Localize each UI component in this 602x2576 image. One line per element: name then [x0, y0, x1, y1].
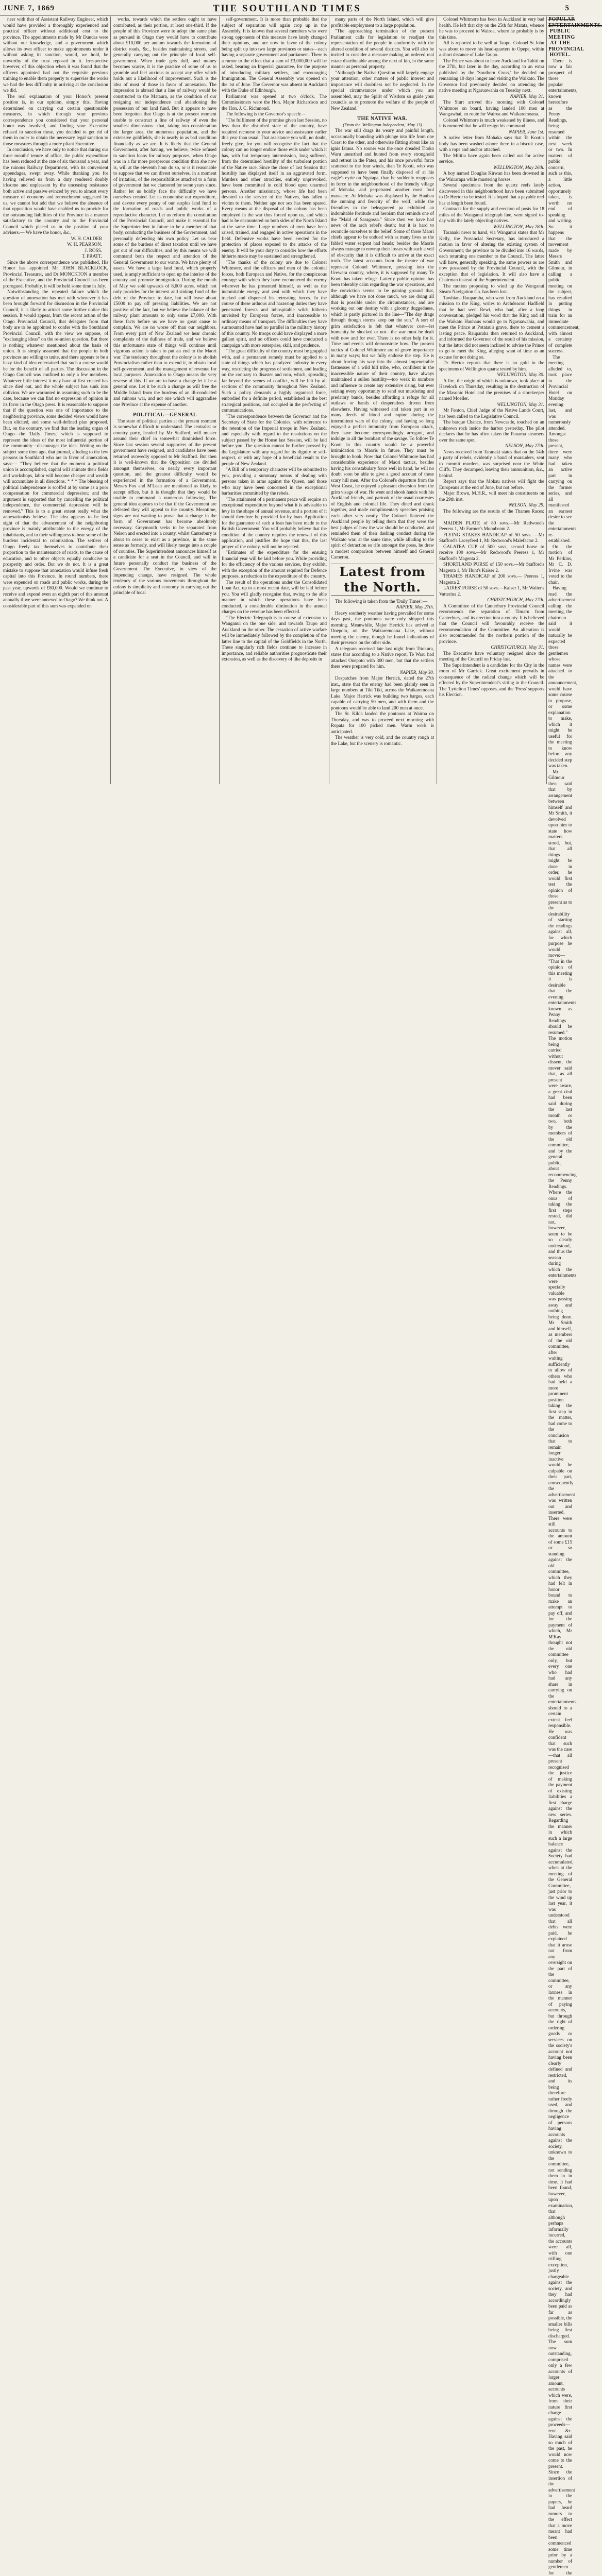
paragraph: Colonel Whitmore has been in Auckland in very bad health. He left that city on the 25th for Matata, whence he was to proceed to Wairoa, where he probably is by this time. — [439, 16, 544, 40]
paragraph: Mr Fenton, Chief Judge of the Native Lands Court, has been called to the Legislative Council. — [439, 408, 544, 419]
paragraph: A boy named Douglas Kirwan has been drowned in the Wairarapa while mustering horses. — [439, 171, 544, 182]
section-heading: POLITICAL—GENERAL — [113, 412, 216, 418]
paragraph: "The Electric Telegraph is in course of extension to Wanganui on the one side, and towards Taupo and Auckland on the other. The cessation of active warfare will be immediately followed by the completion of the latter line to the capital of the Goldfields in the North. These singularly rich fields continue to increase in importance, and reliable authorities prognosticate their extension, as well as the discovery of like deposits in — [222, 615, 327, 663]
paragraph: neer with that of Assistant Railway Engineer, which would have provided a thoroughly experienced and practical officer without additional cost to the province. The appointments made by Mr Dundas were without our knowledge, and a government which allows its own officer to make appointments under it without asking its sanction, would, we hold, be unworthy of the trust reposed in it. Irrespective however, of this objection when it was found that the officers appointed had not the requisite previous training to enable them properly to supervise the works we had the less difficulty in arriving at the conclusion we did. — [3, 16, 108, 94]
section-heading: THE NATIVE WAR. — [331, 116, 434, 122]
dateline: CHRISTCHURCH, May 31. — [439, 645, 544, 651]
paragraph: The war still drags its weary and painful length, occasionally bounding with plunge into life from one Coast to the other, and otherwise flitting about like an ignis fatuus. No sooner was the once dreaded Titoko Waru unearthed and hunted from every stronghold and retreat in the Patea, and his once powerful force scattered to the four winds, than Te Kooti, who was supposed to have been finally disposed of at his eagle's eyrie on Ngatapa, than he suddenly reappears in force in the neighbourhood of the friendly village of Mohaka, and perpetrated another most foul massacre. At Mohaka was displayed by the Hauhau the cunning and ferocity of the wolf, while the friendlies in the beleaguered pa exhibited an indomitable fortitude and heroism that reminds one of the "Maid of Saragossa." Since then we have had news of the arch rebel's death; but it is hard to reconcile ourselves to the belief. Some of those Maori chiefs appear to be endued with as many lives as the fabled water serpent had heads; besides the Maoris always manage to enwrap their losses with such a veil of obscurity that it is difficult to arrive at the exact truth. The latest accounts from the theatre of war represent Colonel Whitmore, pressing into the Urewera country, where, it is supposed by many Te Kooti has taken refuge. Latterly public opinion has been tolerably calm regarding the war operations, and the conviction seems to be gaining ground that, although we have not done much, we are doing all that is possible under the circumstances, and are working out our destiny with a gloomy doggedness, which is partly pictured in the line—"The day drags through though storms keep out the sun." A sort of grim satisfaction is felt that whatever cost—let humanity be shocked or not—the war must be dealt with now and for ever. There is no other help for it. Time and events will demonstrate how. The present tactics of Colonel Whitmore are of grave importance in many ways; but we fully endorse the step. He is about forcing his way into the almost impenetrable fastnesses of a wild hill tribe, who, confident in the inaccessible nature of their country, have always maintained a sullen hostility—too weak in numbers and influence to create any extensive rising, but ever seizing every opportunity to send out murdering and predatory bands, besides affording a refuge for all outlaws or bands of desperadoes driven from elsewhere. Having witnessed and taken part in so many deeds of blood and rapine during the intermittent wars of the colony, and having so long enjoyed a perfect immunity from European attack, they have become correspondingly arrogant, and indulge in all the bombast of the savage. To follow Te Kooti in this country would be a powerful intimidation to Maoris in future. They must be brought to book. Now that Colonel Whitmore has had considerable experience of Maori tactics, besides having his constabulary force well in hand, he will no doubt soon be able to give a good account of these scary hill men. After the Colonel's departure from the West Coast, he enjoyed a pleasant diversion from the grim visage of war. He went and shook hands with his Auckland friends, and partook of the usual courtesies of English and colonial life. They dined and drank together, and made complimentary speeches praising each other very neatly. The Colonel flattered the Auckland people by telling them that they were the best judges of how the war should be conducted, and reminded them of their dashing conduct during the Waikato war; at the same time, while alluding to the spirit of detraction so rife amongst the press, he drew a modest comparison between himself and General Cameron. — [331, 128, 434, 561]
paragraph: Tawhiana Rauparaha, who went from Auckland on a mission to the King, writes to Archdeacon Hadfield that he had seen Rewi, who had, after a long conversation, pledged his word that the King and all the Waikato Hauhaus would go to Ngaruawahia, and meet the Prince at Potatau's grave, there to cement a lasting peace. Rauparaha then returned to Auckland, and informed the Governor of the result of his mission, but the latter did not seem inclined to advise the Prince to go to meet the King, alleging want of time as an excuse for not doing so. — [439, 295, 544, 361]
paragraph: A telegram received late last night from Titokura, states that according to a Native report, Te Waru had attacked Onepoto with 300 men, but that the settlers there were prepared for him. — [331, 646, 434, 670]
paragraph: works, towards which the settlers ought to have contributed, as their portion, at least one-third. If the people of this Province were to adopt the same plan as pursued in Otago they would have to contribute about £10,000 per annum towards the formation of district roads, &c., besides maintaining streets, and generally carrying out the principle of local self-government. When trade gets dull, and money becomes scarce, it is the practice of some of us to grumble and feel anxious to accept any offer which holds out a likelihood of improvement. Such is the idea of most of those in favor of annexation. The impression is abroad that a line of railway would be constructed to the Mataura, as the condition of our resigning our independence and abandoning the possession of our land fund. But it appears to have been forgotten that Otago is at the present moment unable to construct a line of railway of even the smallest dimensions—that, taking into consideration the larger area, the numerous population, and the extensive goldfields, she is nearly in as bad condition financially as we are. It is likely that the General Government, after having, we believe, twice refused to sanction loans for railway purposes, when Otago was in a far more prosperous condition than she now is, will at the eleventh hour do so, or is it reasonable to suppose that we can divest ourselves, in a moment of irritation, of the responsibilities attached to a form of government that we clamored for some years since. Rather let us boldly face the difficulty we have ourselves created. Let us economise our expenditure, and devote every penny of our surplus land fund to the formation of roads and public works of a reproductive character. Let us reform the constitution of the Provincial Council, and make it essential for the Superintendent in future to be a member of that body, conducting the business of the Government, and personally defending his own policy. Let us bear some of the burdens of direct taxation until we have got out of our difficulties, and by this means we will command both the respect and attention of the General Government to our wants. We have plenty of assets. We have a large land fund, which properly used, is amply sufficient to open up the interior of the country and promote immigration. During the month of May we sold upwards of 8,000 acres, which not only provides for the interest and sinking fund of the debt of the Province to date, but will leave about £5000 to pay off pressing liabilities. We are not positive of the fact, but we believe the balance of the railway plant amounts to only some £7,000. With these facts before us we have no great cause to complain. We are no worse off than our neighbors. From every part of New Zealand we hear chronic complaints of the dullness of trade, and we believe this unfortunate state of things will continue until vigorous action is taken to put an end to the Maori war. The tendency throughout the colony is to abolish Provincialism rather than to extend it, to obtain local self-government, and the management of revenue for local purposes. Annexation to Otago means the very reverse of this. If we are to have a change let it be a general one. Let it be such a change as will free the Middle Island from the burdens of an ill-conducted and ruinous war, and not one which will aggrandise one Province at the expense of another. — [113, 16, 216, 408]
section-heading: POPULAR ENTERTAINMENTS. — [548, 16, 572, 28]
source-note: (From the 'Wellington Independent,' May 13) — [331, 122, 434, 128]
masthead — [0, 3, 574, 16]
paragraph: The following are the results of the Thames Races:— — [439, 509, 544, 520]
signature: J. ROSS. — [3, 248, 108, 254]
dateline: WELLINGTON, May 31. — [439, 402, 544, 408]
race-result: LADIES' PURSE of 50 sovs.—Kaiser 1, Mr Walter's Vatterina 2. — [439, 585, 544, 597]
paragraph: "A Bill of a temporary character will be submitted to you, providing a summary means of dealing with persons taken in arms against the Queen, and those who may have been concerned in the exceptional barbarities committed by the rebels. — [222, 467, 327, 497]
dateline: NAPIER, May 27th. — [331, 604, 434, 611]
paragraph: "The attainment of a permanent peace will require an exceptional expenditure beyond what it is advisable to levy in the shape of annual revenue, and a portion of it should therefore be provided for by loan. Application for the guarantee of such a loan has been made to the British Government. You will probably believe that the condition of the country requires the renewal of this application, and justifies the hope that this, the last prayer of the colony, will not be rejected. — [222, 497, 327, 550]
paragraph: Major Brown, M.H.R., will meet his constituents on the 29th inst. — [439, 490, 544, 502]
column-4 — [331, 16, 434, 784]
paragraph: The weather is very cold, and the country rough at the Lake, but the scenery is romantic. — [331, 735, 434, 747]
signature: W. H. CALDER — [3, 236, 108, 242]
dateline: NELSON, May 27th. — [439, 443, 544, 449]
paragraph: All is reported to be well at Taupo. Colonel St John was about to move his head-quarters to Opepe, within a short distance of Lake Taupo. — [439, 40, 544, 58]
dateline: WELLINGTON, May 26th. — [439, 165, 544, 171]
newspaper-title: THE SOUTHLAND TIMES — [0, 3, 574, 14]
paragraph: "Estimates of the expenditure for the ensuing financial year will be laid before you. While providing for the efficiency of the various services, they exhibit, with the exception of the amount required for Defence purposes, a reduction in the expenditure of the country. — [222, 550, 327, 580]
dateline: CHRISTCHURCH, May 27th. — [439, 597, 544, 603]
paragraph: The motion proposing to wind up the Wanganui Steam Navigation Co. has been lost. — [439, 283, 544, 295]
column-rule — [110, 16, 111, 784]
paragraph: Parliament was opened at two o'clock. The Commissioners were the Hon. Major Richardson and the Hon. J. C. Richmond. — [222, 94, 327, 112]
paragraph: The state of political parties at the present moment is somewhat difficult to understand. The centralist or country party, headed by Mr Stafford, will muster around their chief in somewhat diminished force. Since last session several supporters of the present government have resigned, and candidates have been returned avowedly opposed to Mr Stafford. But then it is well-known that the Opposition are divided amongst themselves, on nearly every important question, and the greatest difficulty would be experienced in the formation of a Government. Messrs Fox and M'Lean are mentioned as likely to accept office, but it is thought that they would be unable to command a numerous following. The general idea appears to be that if the Government are defeated they will appeal to the country. Meantime, signs are not wanting to prove that a change in the form of Government has become absolutely necessary. Greymouth seeks to be separated from Nelson and erected into a county, whilst Canterbury is about to cease to exist as a province, in the same sense as formerly, and will likely merge into a couple of counties. The Superintendent announces himself as a candidate for a seat in the Council, and will in future personally conduct the business of the Government. The Executive, in view of the impending change, have resigned. The whole tendency of the various movements throughout the colony is simplicity and economy in carrying out the principle of local — [113, 418, 216, 596]
paragraph: The following is taken from the 'Daily Times':— — [331, 599, 434, 605]
paragraph: "Although the Native Question will largely engage your attention, other matters of public interest and importance will doubtless not be neglected. In the special circumstances under which you are assembled, may the Spirit of Wisdom so guide your councils as to promote the welfare of the people of New Zealand." — [331, 70, 434, 112]
race-result: MAIDEN PLATE of 80 sovs.—Mr Redwood's Peeress 1, Mr Farmer's Moonbeam 2. — [439, 520, 544, 532]
paragraph: "The great difficulty of the country must be grappled with, and a permanent remedy must be applied to a state of things which has paralyzed industry in every way, restricting the progress of settlement, and leading on the contrary to disaster and ruin, which, spreading far beyond the scenes of conflict, will be felt by all sections of the community throughout New Zealand. Such a policy demands a highly organised force, embodied for a definite period, established in the best strategical positions, and occupied in the perfecting of communications. — [222, 348, 327, 414]
dateline: NELSON, May 29. — [439, 502, 544, 509]
column-2 — [113, 16, 216, 784]
paragraph: The Superintendent is a candidate for the City in the room of Mr Garrick. Great excitement prevails in consequence of the radical change which will be effected by the Superintendent's sitting in the Council. The 'Lyttelton Times' opposes, and the 'Press' supports his Election. — [439, 663, 544, 698]
race-result: FLYING STAKES HANDICAP of 50 sovs. —Mr Stafford's Laceyfeed 1, Mr Redwood's Malefactor 2. — [439, 532, 544, 544]
paragraph: The result of the operations under the Consolidated Loan Act, up to a most recent date, will be laid before you. You will gladly recognise that, owing to the able manner in which these operations have been conducted, a considerable diminution in the annual charges on the revenue has been effected. — [222, 580, 327, 615]
paragraph: The real explanation of your Honor's present position is, in our opinion, simply this. Having determined on carrying out certain questionable measures, in which through your previous correspondence you considered that your personal honor was involved, and finding your Executive refused to sanction these, you decided to get rid of them in order to obtain the necessary legal sanction to those measures through a more pliant Executive. — [3, 94, 108, 147]
race-result: GALATEA CUP of 500 sovs, second horse to receive 100 sovs.—Mr Redwood's Peeress 1, Mr Stafford's Magenta 2. — [439, 544, 544, 562]
paragraph: The Prince was about to leave Auckland for Tahiti on the 27th, but later in the day, according to an extra published by the 'Southern Cross,' he decided on remaining 10 days longer and visiting the Waikato. The Governor had previously decided on attending the native meeting at Ngaruawahia on Tuesday next. — [439, 58, 544, 94]
dateline: NAPIER, June 1st. — [439, 129, 544, 135]
paragraph: Since the above correspondence was published, His Honor has appointed Mr JOHN BLACKLOCK, Provincial Treasurer, and Dr MONCKTON a member of the Executive, and the Provincial Council has been prorogued. Probably, it will be held some time in July. — [3, 260, 108, 290]
paragraph: Notwithstanding the repeated failure which the question of annexation has met with whenever it has been brought forward for discussion in the Provincial Council, it is likely to attract some further notice this session. It would appear, from the recent action of the Otago Provincial Council, that delegates from that body are to be appointed to confer with the Southland Provincial Council, with the view we suppose, of "exchanging ideas" on the re-union question. But there is nothing whatever mentioned about the basis of union. It is simply assumed that the people in both provinces are willing to unite, and there appears to be a hazy kind of idea entertained that such a course would be for the benefit of all parties. The discussion in the Otago Council was confined to only a few members. Whatever little interest it may have at first created has since died out, and the whole subject has sunk into oblivion. We are warranted in assuming such to be the case, because we can find no expression of opinion in its favor in the Otago press. It is reasonable to suppose that if the question was one of importance to the neighboring province, some decided views would have been elicited, and some well-defined plan proposed. But, on the contrary, we find that the leading organ of Otago—the 'Daily Times,' which is supposed to represent the ideas of the most influential portion of the community—discourages the idea. Writing on the subject some time ago, that journal, alluding to the few persons in Southland who are in favor of annexation, says:— "They believe that the moment a political union is accomplished, capital will animate their fields and workshops, labor will become cheaper and wealth will accumulate in all directions. * * * The blessing of political independence is scoffed at by some as a poor compensation for commercial depression; and the argument is supported that by cancelling the political independence, the commercial depression will be removed." This is to a great extent really what the annexationists believe. The idea appears to be lost sight of that the advancement of the neighboring province is mainly attributable to the energy of the inhabitants, and to their willingness to bear some of the burdens incidental to colonisation. The settlers of Otago freely tax themselves to contribute their proportion to the maintenance of roads, to the cause of education, and to other objects equally conducive to prosperity and order. But we do not. It is a great mistake to suppose that annexation would infuse fresh capital into this Province. In round numbers, there were expended on roads and public works, during the past year, upwards of £80,000. Would we continue to receive and expend even an eighth part of this amount annually if we were annexed to Otago? We think not. A considerable part of this sum was expended on — [3, 289, 108, 609]
paragraph: "The thanks of the colony are due to Colonel Whitmore, and the officers and men of the colonial forces, both European and Native, for the conspicuous courage with which they have encountered the enemy wherever he has presented himself, as well as the indomitable energy and zeal with which they have tracked and dispersed his retreating forces. In the course of these arduous and harassing duties they have penetrated forests and inhospitable wilds hitherto unvisited by European forces, and inaccessible to ordinary means of transport. The difficulties they have surmounted have had no parallel in the military history of this country. No troops could have displayed a more gallant spirit, and no officers could have conducted a campaign with more enterprise, skill, and prudence. — [222, 260, 327, 349]
issue-date: JUNE 7, 1869 — [3, 4, 55, 13]
paragraph: Contracts for the supply and erection of posts for 18 miles of the Wanganui telegraph line, were signed to-day with the lately objecting natives. — [439, 206, 544, 224]
paragraph: Taranaki news to hand, via Wanganui states that Mr Kelly, the Provincial Secretary, has introduced a motion in favor of altering the existing system of Government; the province to be divided into 16 wards, each returning one member to the Council. The latter will have, generally speaking, the same powers as are now possessed by the Provincial Council, with the exception that of legislation. It will also have a Chairman instead of the Superintendent. — [439, 230, 544, 283]
paragraph: A Committee of the Canterbury Provincial Council recommends the separation of Timaru from Canterbury, and its erection into a county. It is believed that the Council will favourably receive the recommendation of the Committee. An alteration is also recommended for the northern portion of the province. — [439, 603, 544, 645]
paragraph: many parts of the North Island, which will give profitable employment to a large population. — [331, 16, 434, 28]
paragraph: The Sturt arrived this morning with Colonel Whitmore on board, having landed 100 men at Wangawhai, en route for Wairoa and Waikaremoana. — [439, 99, 544, 117]
paragraph: The meeting alluded to, took place in the Provincial Hotel on Monday evening last, and was numerously attended. Amongst those present, there were many who had taken an active part in carrying on the former series, and all manifested an earnest desire to see the entertainments re-established. — [548, 354, 572, 544]
paragraph: Report says that the Mokau natives will fight the Europeans at the end of June, but not before. — [439, 479, 544, 490]
column-1 — [3, 16, 108, 784]
paragraph: Heavy southerly weather having prevailed for some days past, the pontoons were only shipped this morning. Meanwhile, Major Herrick has arrived at Onepoto, on the Waikaremoana Lake, without meeting the enemy, though he found indications of their presence on the other side. — [331, 611, 434, 646]
signature: T. PRATT. — [3, 253, 108, 260]
column-rule — [219, 16, 220, 784]
column-rule — [546, 16, 547, 784]
column-6 — [548, 16, 572, 784]
page-number: 5 — [565, 4, 570, 13]
paragraph: Mr Gilmour then said that by arrangement between himself and Mr Smith, it devolved upon him to state how matters stood, but, that all things might be done in order, he would first test the opinion of those present as to the desirability of starting the readings against all, for which purpose he would move:— "That in the opinion of this meeting it is desirable that the evening entertainments known as Penny Readings should be resumed." The motion being carried without dissent, the mover said that, as all present were aware, a great deal had been said during the last month or two, both by the members of the old committee, and by the general public, about recommencing the Penny Readings. Where the onus of taking the first steps rested, did not, however, seem to be so clearly understood, and thus the season during which the entertainments were specially valuable was passing away and nothing being done. Mr Smith and himself, as members of the old committee, after waiting sufficiently to allow of others who had held a more prominent position taking the first step in the matter, had come to the conclusion that to remain longer inactive would be culpable on their part, consequently the advertisement was written out and inserted. There were still accounts to the amount of some £15 or so standing against the old committee, which they had felt in honor bound to make an attempt to pay off, and for the payment of which, Mr M'Kay thought not the old committee only, but every one who had had any share in carrying on the entertainments, should to a certain extent feel responsible. He was confident that such was the case—that all present recognised the justice of making the payment of existing liabilities a first charge against the new series. Regarding the manner in which such a large balance against the Society had accumulated, when at the meeting of the General Committee, just prior to the wind up last year, it was understood that all debts were paid, he explained that it arose not from any oversight on the part of the committee, or any laxness in the manner of paying accounts, but through the right of ordering goods or services on the society's account not having been clearly defined and restricted, and its being therefore rather freely used, and through the negligence of persons having accounts against the society, unknown to the committee, not sending them in in time. It had been found, however, upon examination, that although perhaps informally incurred, the accounts were all, with one trifling exception, justly chargeable against the society, and they had accordingly been paid as far as possible, the smaller bills being first discharged. The sum now outstanding, comprised only a few accounts of larger amount, accounts which were, from their nature first charge against the proceeds—rent &c. Having said so much of the past, he would now come to the present. Since the insertion of the advertisement in the papers, he had heard rumors to the effect that a move meant had been commenced some time prior by a number of gentlemen for the — [548, 769, 572, 2576]
race-result: SHORTLAND PURSE of 150 sovs.—Mr Stafford's Magenta 1, Mr Hunt's Kaiser 2. — [439, 562, 544, 573]
paragraph: Colonel Whitmore is much weakened by illness, and it is rumored that he will resign his command. — [439, 117, 544, 129]
paragraph: News received from Taranaki states that on the 14th a party of rebels, evidently a band of marauders, sent to commit murders, was surprised near the White Cliffs. They decamped, leaving their ammunition, &c., behind. — [439, 449, 544, 479]
dateline: NAPIER, May 30. — [331, 670, 434, 676]
paragraph: Several specimens from the quartz reefs lately discovered in this neighbourhood have been submitted to Dr Hector to be tested. It is hoped that a payable reef has at length been found. — [439, 182, 544, 206]
paragraph: Dr Hector reports that there is no gold in the specimens of Wellington quartz tested by him. — [439, 360, 544, 372]
column-5 — [439, 16, 544, 784]
paragraph: A fire, the origin of which is unknown, took place at Havelock on Thursday, resulting in the destruction of the Masonic Hotel and the premises of a storekeeper named Moeller. — [439, 378, 544, 402]
paragraph: Despatches from Major Herrick, dated the 27th inst., state that the enemy had been plainly seen in large numbers at Tiki Tiki, across the Waikaremoana Lake. Major Herrick was building two barges, each capable of carrying 50 men, and with them and the pontoons would be able to land 200 men at once. — [331, 675, 434, 711]
paragraph: "The approaching termination of the present Parliament calls for legislation to readjust the representation of the people in conformity with the altered condition of several districts. You will also be invited to consider a measure making an ordered real estate distributable among the next of kin, in the same manner as personal property. — [331, 28, 434, 70]
column-3 — [222, 16, 327, 784]
paragraph: In conclusion, we have only to notice that during our three months' tenure of office, the public expenditure has been reduced at the rate of six thousand a year, and the ruinous Railway Department, with its convenient appendages, swept away. While thanking you for having relieved us from a duty rendered doubly irksome and unpleasant by the unceasing resistance both active and passive evinced by you to almost every measure of economy and retrenchment suggested by us, we cannot but add that we believe the absence of that opposition would have enabled us to provide for the outstanding liabilities of the Province in a manner satisfactory to the country and to the Provincial Council which placed us in the position of your advisers.— We have the honor, &c., — [3, 147, 108, 236]
dateline: WELLINGTON, May 28th. — [439, 224, 544, 230]
race-result: THAMES HANDICAP of 200 sovs.— Peeress 1, Magenta 2. — [439, 573, 544, 585]
paragraph: A native letter from Mohaka says that Te Kooti's body has been washed ashore there in a biscuit case, with a rope and anchor attached. — [439, 135, 544, 153]
paragraph: There is now a fair prospect of those popular entertainments, known heretofore as the Penny Readings, being resumed within the next week or two. In matters of public concern, such as this, a little action, opportunely taken, is worth no end of speaking and writing. So it happens that the movement made by Messrs Smith and Gilmour, in calling a public meeting on the subject, has resulted in putting things in train for an immediate commencement, with almost a certainty of complete success. — [548, 58, 572, 354]
paragraph: The barque Chance, from Newcastle, touched on an unknown rock inside the harbor yesterday. The pilot declares that he has often taken the Panama steamers over the same spot. — [439, 419, 544, 443]
paragraph: Having read the advertisement calling the meeting, the chairman said it would naturally be expected those gentlemen whose names were attached to the announcement, would have some course to propose, or some explanation to make, which it might be useful for the meeting to know before any decided step was taken. — [548, 585, 572, 769]
divider — [372, 113, 393, 114]
paragraph: The Executive have voluntary resigned since the meeting of the Council on Friday last. — [439, 651, 544, 663]
paragraph: The Militia have again been called out for active service. — [439, 153, 544, 165]
dateline: NAPIER, May 31. — [439, 94, 544, 100]
paragraph: On the motion of Mr Perkins, Mr C. D. Irvine was voted to the chair. — [548, 544, 572, 586]
paragraph: The following is the Governor's speech:— — [222, 111, 327, 117]
signature: W. H. PEARSON. — [3, 242, 108, 248]
dateline: WELLINGTON, May 30. — [439, 372, 544, 378]
paragraph: The St. Kilda landed the pontoons at Wairoa on Thursday, and was to proceed next morning with Ropata for 100 picked men. Warm work is anticipated. — [331, 711, 434, 735]
paragraph: "The fulfilment of the promise given last Session, no less than the disturbed state of the country, have required recourse to your advice and assistance earlier this year than usual. That assistance you will, no doubt, freely give, for you will recognise the fact that the colony can no longer endure those evils under which it has, with but temporary intermission, long suffered, from the determined hostility of the turbulent portion of the Native race. Since the close of last Session that hostility has displayed itself in an aggravated form. Murders and other atrocities, entirely unprovoked, have been committed in cold blood upon unarmed persons. Another missionary, whose life had been devoted to the service of the Natives, has fallen a victim to them. Neither age nor sex has been spared. Every means at the disposal of the colony has been employed in the war thus forced upon us, and which had to be encountered on both sides of the North Island at the same time. Large numbers of men have been raised, trained, and engaged in active operations in the field. Defensive works have been erected for the protection of places exposed to the attacks of the enemy. It will be your duty to consider how the efforts hitherto made may be sustained and strengthened. — [222, 117, 327, 260]
section-heading: PUBLIC MEETING AT THE PROVINCIAL HOTEL. — [548, 28, 572, 58]
paragraph: self-government. It is more than probable that the subject of separation will again crop up in the Assembly. It is known that several members who were strong opponents of this measure have lately changed their opinions, and are now in favor of the colony being split up into two large provinces or states—each having a separate government and parliament. There is a rumor to the effect that a sum of £3,000,000 will be asked, bearing an Imperial guarantee, for the purpose of introducing military settlers, and encouraging Immigration. The General Assembly was opened on the 1st of June. The Governor was absent in Auckland with the Duke of Edinburgh. — [222, 16, 327, 94]
paragraph: "The correspondence between the Governor and the Secretary of State for the Colonies, with reference to the retention of the Imperial troops in New Zealand, and especially with regard to the resolutions on the subject passed by the House last Session, will be laid before you. The question cannot be further pressed by the Legislature with any regard for its dignity or self-respect, or with any hope of a beneficial result to the people of New Zealand. — [222, 414, 327, 467]
latest-from-north-heading: Latest from the North. — [331, 564, 434, 596]
